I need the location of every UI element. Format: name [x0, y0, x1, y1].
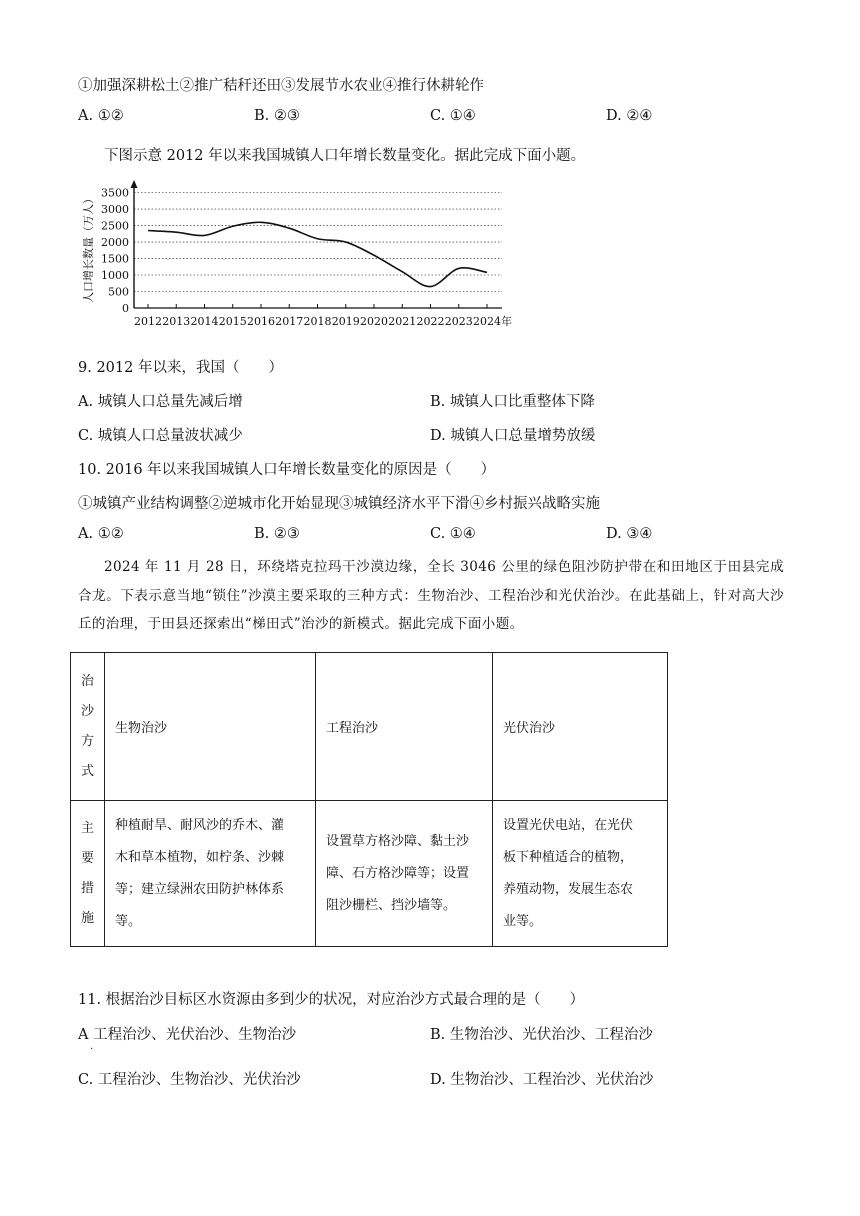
chart-x-tick-label: 2015: [218, 315, 247, 328]
chart-y-tick-label: 2000: [101, 236, 129, 250]
head-char: 治: [81, 673, 95, 689]
measure-line: 设置草方格沙障、黏土沙: [326, 833, 470, 849]
chart-y-tick-label: 3500: [101, 186, 129, 200]
chart-y-tick-labels: [101, 187, 129, 315]
chart-x-tick-label: 2012: [134, 315, 162, 328]
intro-9-10: 下图示意 2012 年以来我国城镇人口年增长数量变化。据此完成下面小题。: [104, 148, 586, 164]
chart-y-tick-label: 1500: [101, 252, 129, 266]
measures-engineering: [316, 801, 493, 947]
measure-line: 阻沙栅栏、挡沙墙等。: [326, 897, 457, 913]
chart-y-tick-label: 500: [108, 285, 129, 299]
q10-option-d: D. ③④: [606, 526, 653, 542]
q9-option-a: A. 城镇人口总量先减后增: [78, 394, 243, 410]
row-char: 要: [81, 850, 95, 866]
q9-option-c: C. 城镇人口总量波状减少: [78, 428, 243, 444]
chart-y-tick-label: 1000: [101, 269, 129, 283]
q10-statement: ①城镇产业结构调整②逆城市化开始显现③城镇经济水平下滑④乡村振兴战略实施: [78, 496, 600, 512]
chart-x-tick-label: 2020: [360, 315, 388, 328]
q11-option-d: D. 生物治沙、工程治沙、光伏治沙: [430, 1072, 654, 1088]
intro-11: [78, 553, 784, 639]
q11-stem: 11. 根据治沙目标区水资源由多到少的状况，对应治沙方式最合理的是（ ）: [78, 992, 585, 1008]
measures-photovoltaic: [493, 801, 668, 947]
q9-option-d: D. 城镇人口总量增势放缓: [430, 428, 596, 444]
column-photovoltaic: 光伏治沙: [493, 653, 668, 801]
q8-option-a: A. ①②: [78, 108, 124, 124]
table-row-label: [71, 801, 105, 947]
q11-option-c: C. 工程治沙、生物治沙、光伏治沙: [78, 1072, 301, 1088]
measure-line: 木和草本植物，如柠条、沙棘: [115, 849, 285, 865]
chart-x-tick-label: 2017: [275, 315, 304, 328]
table-head-label: [71, 653, 105, 801]
q10-stem: 10. 2016 年以来我国城镇人口年增长数量变化的原因是（ ）: [78, 462, 496, 478]
measure-line: 等。: [115, 913, 142, 929]
head-char: 式: [81, 763, 95, 779]
table-measures-row: [71, 801, 668, 947]
chart-x-tick-label: 2014: [190, 315, 219, 328]
q10-option-a: A. ①②: [78, 526, 124, 542]
chart-x-tick-label: 2013: [162, 315, 191, 328]
table-header-row: [71, 653, 668, 801]
q8-option-c: C. ①④: [430, 108, 476, 124]
q8-statement: ①加强深耕松土②推广秸秆还田③发展节水农业④推行休耕轮作: [78, 78, 484, 94]
q9-option-b: B. 城镇人口比重整体下降: [430, 394, 595, 410]
urban-population-growth-chart: [78, 178, 528, 333]
column-engineering: 工程治沙: [316, 653, 493, 801]
row-char: 措: [81, 880, 95, 896]
measure-line: 设置光伏电站，在光伏: [503, 817, 634, 833]
measure-line: 等；建立绿洲农田防护林体系: [115, 881, 285, 897]
chart-y-axis-arrow: [131, 180, 138, 188]
chart-x-tick-label: 2019: [331, 315, 360, 328]
head-char: 沙: [81, 703, 95, 719]
q10-option-b: B. ②③: [254, 526, 300, 542]
head-char: 方: [81, 733, 95, 749]
q11-option-a: A 工程治沙、光伏治沙、生物治沙: [78, 1027, 297, 1043]
measure-line: 业等。: [503, 913, 543, 929]
chart-x-tick-label: 2016: [247, 315, 275, 328]
q9-stem: 9. 2012 年以来，我国（ ）: [78, 360, 283, 376]
chart-series-line: [148, 222, 487, 286]
q10-option-c: C. ①④: [430, 526, 476, 542]
chart-x-tick-labels: [134, 314, 512, 328]
stray-mark: .: [90, 1041, 94, 1052]
intro-11-text: 2024 年 11 月 28 日，环绕塔克拉玛干沙漠边缘，全长 3046 公里的绿色阻沙防护带在和田地区于田县完成合龙。下表示意当地“锁住”沙漠主要采取的三种方式：生物治沙、工程治沙和光伏治沙。在此基础上，针对高大沙丘的治理，于田县还探索出“梯田式”治沙的新模式。据此完成下面小题。: [78, 559, 784, 632]
q8-option-d: D. ②④: [606, 108, 653, 124]
chart-x-tick-label: 2024年: [473, 315, 512, 328]
measure-line: 板下种植适合的植物，: [503, 849, 634, 865]
measure-line: 养殖动物，发展生态农: [503, 881, 634, 897]
chart-y-axis-label: 人口增长数量（万人）: [82, 193, 95, 303]
chart-x-tick-label: 2021: [388, 315, 417, 328]
column-biological: 生物治沙: [105, 653, 316, 801]
sand-control-table: [70, 652, 668, 947]
row-char: 主: [81, 820, 95, 836]
q11-option-b: B. 生物治沙、光伏治沙、工程治沙: [430, 1027, 653, 1043]
chart-y-tick-label: 0: [122, 302, 129, 315]
chart-axes: [131, 180, 503, 308]
chart-x-tick-label: 2018: [303, 315, 332, 328]
measure-line: 种植耐旱、耐风沙的乔木、灌: [115, 817, 285, 833]
row-char: 施: [81, 910, 95, 926]
measures-biological: [105, 801, 316, 947]
chart-y-tick-label: 2500: [101, 219, 129, 233]
measure-line: 障、石方格沙障等；设置: [326, 865, 470, 881]
q8-option-b: B. ②③: [254, 108, 300, 124]
chart-y-tick-label: 3000: [101, 203, 129, 217]
chart-x-tick-label: 2022: [416, 315, 445, 328]
chart-x-tick-label: 2023: [444, 315, 473, 328]
